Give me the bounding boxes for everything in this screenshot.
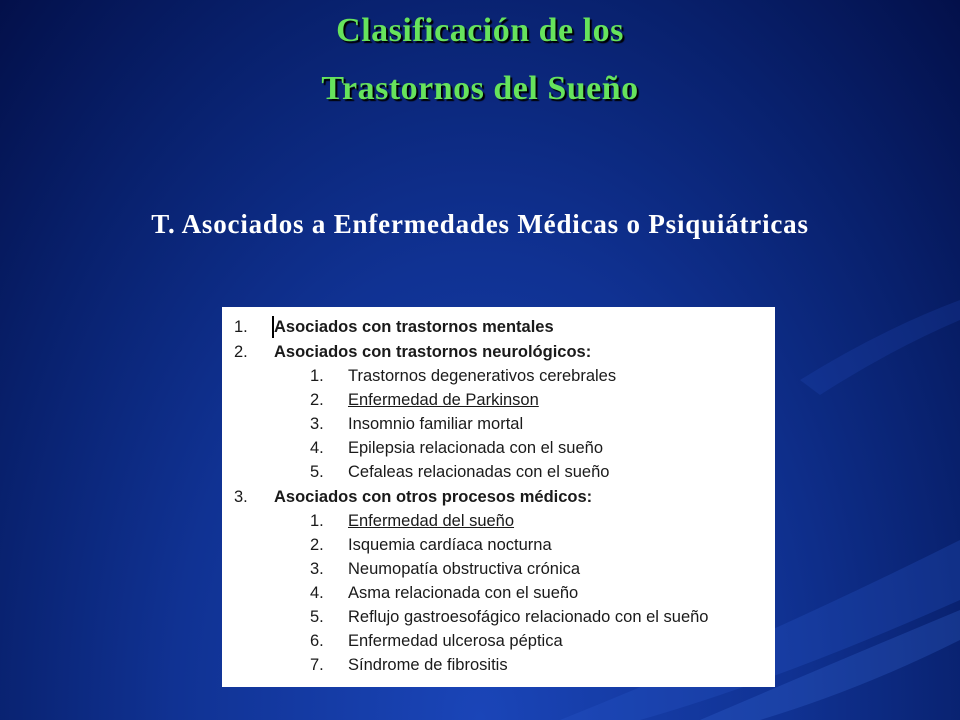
list-subitem-number: 1. — [310, 367, 324, 385]
list-subitem-number: 7. — [310, 656, 324, 674]
list-subitem-number: 4. — [310, 439, 324, 457]
list-subitem-number: 5. — [310, 608, 324, 626]
list-item-label: Asociados con trastornos mentales — [274, 318, 554, 336]
list-subitem-label: Epilepsia relacionada con el sueño — [348, 439, 604, 457]
list-subitem-label: Isquemia cardíaca nocturna — [348, 536, 552, 554]
list-item-number: 2. — [234, 343, 248, 361]
list-subitem-number: 3. — [310, 560, 324, 578]
list-item-label: Asociados con trastornos neurológicos: — [274, 343, 592, 361]
list-subitem-label: Neumopatía obstructiva crónica — [348, 560, 581, 578]
list-subitem-label: Síndrome de fibrositis — [348, 656, 508, 674]
list-subitem-number: 4. — [310, 584, 324, 602]
list-subitem-number: 6. — [310, 632, 324, 650]
list-item-number: 3. — [234, 488, 248, 506]
list-subitem-label: Reflujo gastroesofágico relacionado con el sueño — [348, 608, 709, 626]
list-item-number: 1. — [234, 318, 248, 336]
list-item-label: Asociados con otros procesos médicos: — [274, 488, 593, 506]
list-subitem-number: 2. — [310, 536, 324, 554]
list-subitem-label: Enfermedad del sueño — [348, 512, 515, 530]
slide-subtitle: T. Asociados a Enfermedades Médicas o Psiquiátricas — [151, 209, 809, 239]
list-subitem-label: Trastornos degenerativos cerebrales — [348, 367, 617, 385]
list-subitem-number: 3. — [310, 415, 324, 433]
list-subitem-number: 2. — [310, 391, 324, 409]
list-subitem-label: Enfermedad de Parkinson — [348, 391, 539, 409]
list-subitem-label: Asma relacionada con el sueño — [348, 584, 579, 602]
list-subitem-number: 5. — [310, 463, 324, 481]
list-subitem-label: Cefaleas relacionadas con el sueño — [348, 463, 610, 481]
list-subitem-label: Insomnio familiar mortal — [348, 415, 524, 433]
classification-list — [222, 307, 775, 687]
list-subitem-number: 1. — [310, 512, 324, 530]
slide-title-line2: Trastornos del Sueño — [321, 70, 639, 107]
slide-title-line1: Clasificación de los — [336, 12, 624, 49]
list-subitem-label: Enfermedad ulcerosa péptica — [348, 632, 563, 650]
